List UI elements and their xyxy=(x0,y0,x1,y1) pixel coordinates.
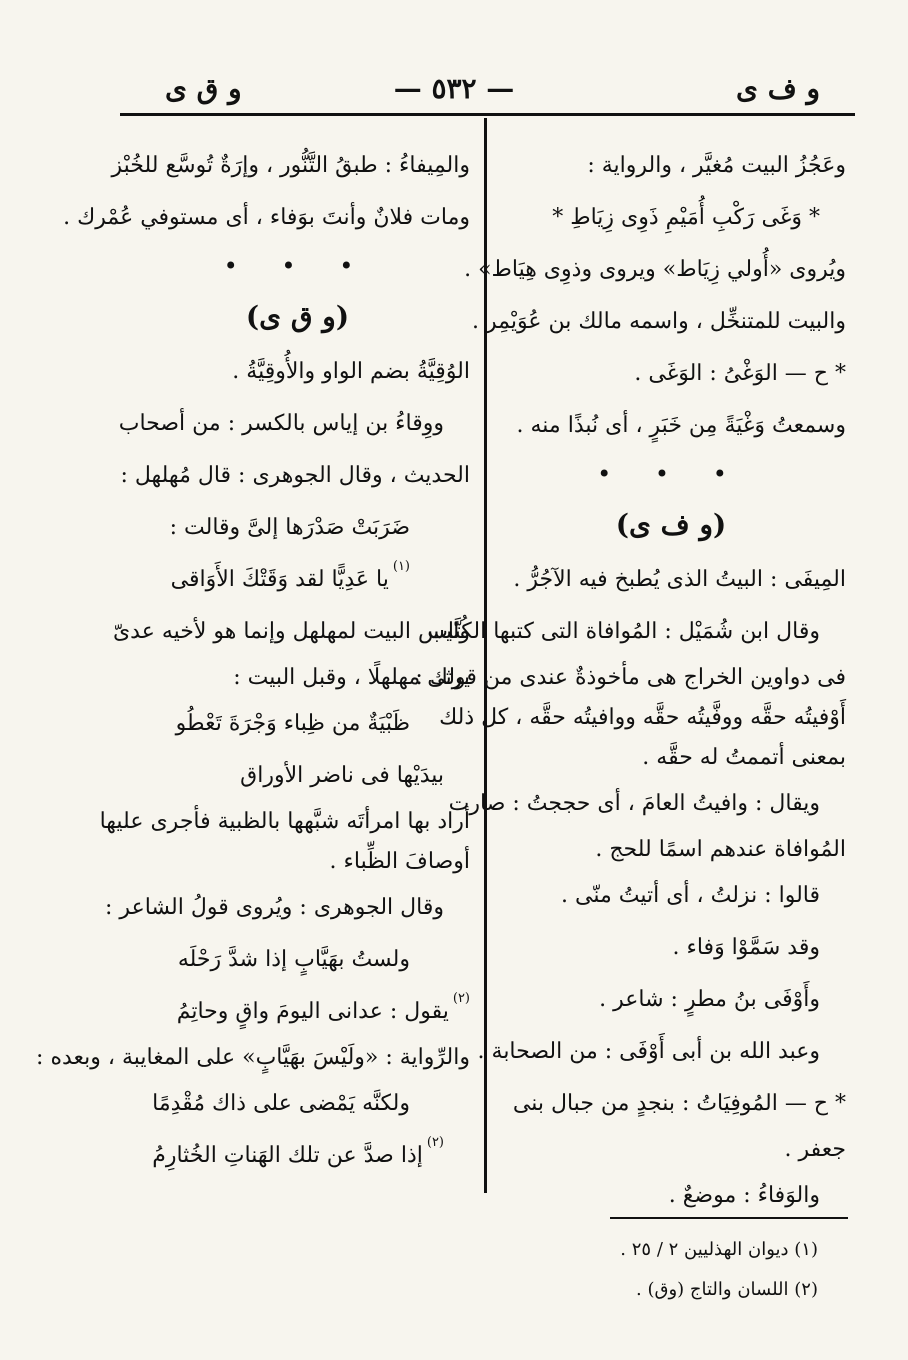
text-line: يرثى مهلهلًا ، وقبل البيت : xyxy=(233,665,470,690)
text-line: وقال الجوهرى : ويُروى قولُ الشاعر : xyxy=(105,895,444,920)
running-head-left: و ق ى xyxy=(165,72,242,105)
text-line: والبيت للمتنخِّل ، واسمه مالك بن عُوَيْمِر . xyxy=(472,309,846,334)
text-line: وعبد الله بن أبى أَوْفَى : من الصحابة . xyxy=(477,1039,820,1064)
text-line: ومات فلانٌ وأنتَ بوَفاء ، أى مستوفي عُمْرك . xyxy=(63,205,470,230)
text-line: قالوا : نزلتُ ، أى أتيتُ منّى . xyxy=(561,883,820,908)
text-line: المُوافاة عندهم اسمًا للحج . xyxy=(595,837,846,862)
text-line: وعَجُزُ البيت مُغيَّر ، والرواية : xyxy=(587,153,846,178)
footnote: (١) ديوان الهذليين ٢ / ٢٥ . xyxy=(620,1239,818,1260)
text-line: * ح — الوَغْىُ : الوَغَى . xyxy=(634,361,846,386)
text-line: المِيفَى : البيتُ الذى يُطبخ فيه الآجُرُّ . xyxy=(513,567,846,592)
text-line: أوصافَ الظِّباء . xyxy=(329,849,470,874)
header-rule xyxy=(120,113,855,116)
verse-line: ولستُ بهَيَّابٍ إذا شدَّ رَحْلَه xyxy=(177,947,410,972)
verse-line xyxy=(125,1130,470,1182)
verse-line: بيدَيْها فى ناضر الأوراق xyxy=(240,763,444,788)
entry-heading: (و ق ى) xyxy=(245,300,350,333)
verse-line xyxy=(125,986,470,1038)
text-line: * ح — المُوفِيَاتُ : بنجدٍ من جبال بنى xyxy=(512,1091,846,1116)
section-separator: • • • xyxy=(223,252,372,280)
verse-line: ضَرَبَتْ صَدْرَها إلىَّ وقالت : xyxy=(169,515,410,540)
footnotes xyxy=(518,1230,818,1310)
text-line: ويقال : وافيتُ العامَ ، أى حججتُ : صارت xyxy=(448,791,820,816)
text-line: الوُقِيَّةُ بضم الواو والأُوقِيَّةُ . xyxy=(232,359,470,384)
verse-line xyxy=(125,554,470,606)
text-line: والرِّواية : «ولَيْسَ بهَيَّابٍ» على المغايبة ، وبعده : xyxy=(36,1045,470,1070)
left-column xyxy=(36,140,470,1182)
text-line: ويُروى «أُولي زِيَاط» ويروى وذوِى هِيَاط» . xyxy=(464,257,846,282)
text-line: وليس البيت لمهلهل وإنما هو لأخيه عدىّ xyxy=(112,619,470,644)
text-line: فى دواوين الخراج هى مأخوذةٌ عندى من قولك : xyxy=(415,665,846,690)
text-line: جعفر . xyxy=(784,1137,846,1162)
verse-line: * وَغَى رَكْبِ أُمَيْمِ ذَوِى زِيَاطِ * xyxy=(552,205,820,230)
text-line: ووِقاءُ بن إياس بالكسر : من أصحاب xyxy=(118,411,444,436)
entry-heading: (و ف ى) xyxy=(615,508,727,541)
footnote-marker: (٢) xyxy=(426,1135,444,1150)
verse-text: يقول : عدانى اليومَ واقٍ وحاتِمُ xyxy=(176,999,449,1024)
verse-text: إذا صدَّ عن تلك الهَناتِ الخُثارِمُ xyxy=(152,1143,423,1168)
text-line: وسمعتُ وَغْيَةً مِن خَبَرٍ ، أى نُبذًا منه . xyxy=(516,413,846,438)
text-line: وقال ابن شُمَيْل : المُوافاة التى كتبها الكُتَّاب xyxy=(427,619,820,644)
text-line: الحديث ، وقال الجوهرى : قال مُهلهل : xyxy=(120,463,470,488)
verse-text: يا عَدِيًّا لقد وَقَتْكَ الأَوَاقى xyxy=(170,567,389,592)
text-line: أراد بها امرأتَه شبَّهها بالظبية فأجرى عليها xyxy=(99,809,470,834)
text-line: أَوْفيتُه حقَّه ووفَّيتُه حقَّه ووافيتُه حقَّه ، كل ذلك xyxy=(439,705,846,730)
footnote: (٢) اللسان والتاج (وق) . xyxy=(636,1279,818,1300)
verse-line: ظَبْيَةٌ من ظِباء وَجْرَةَ تَعْطُو xyxy=(175,711,410,736)
text-line: بمعنى أتممتُ له حقَّه . xyxy=(642,745,846,770)
section-separator: • • • xyxy=(597,460,745,488)
text-line: وقد سَمَّوْا وَفاء . xyxy=(672,935,820,960)
right-column xyxy=(415,140,846,1222)
text-line: والمِيفاءُ : طبقُ التَّنُّور ، وإرَةٌ تُوسَّع للخُبْز xyxy=(111,153,470,178)
running-head-right: و ف ى xyxy=(736,72,820,105)
footnote-marker: (٢) xyxy=(452,991,470,1006)
page-number: — ٥٣٢ — xyxy=(393,72,515,105)
footnote-marker: (١) xyxy=(392,559,410,574)
footnote-rule xyxy=(610,1217,848,1219)
verse-line: ولكنَّه يَمْضى على ذاك مُقْدِمًا xyxy=(152,1091,410,1116)
text-line: وأَوْفَى بنُ مطرٍ : شاعر . xyxy=(599,987,820,1012)
text-line: والوَفاءُ : موضعٌ . xyxy=(668,1183,820,1208)
